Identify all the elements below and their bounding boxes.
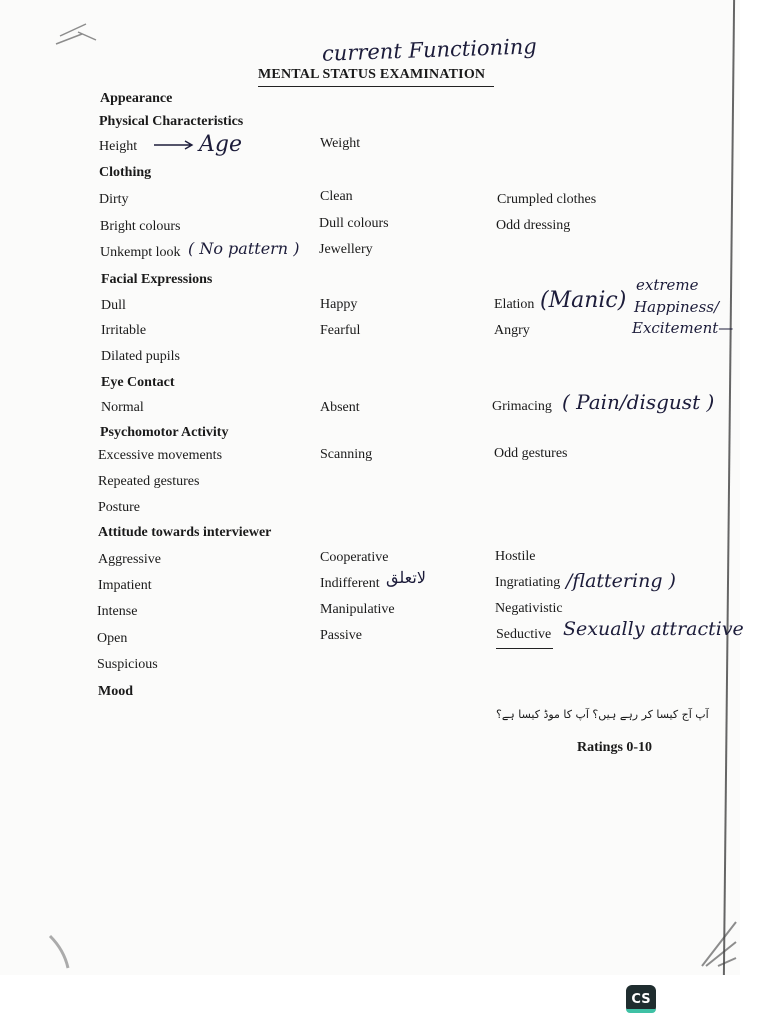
attitude-impatient: Impatient [98,578,152,593]
attitude-heading: Attitude towards interviewer [98,525,272,540]
eye-grimacing: Grimacing [492,399,552,414]
grimacing-note: ( Pain/disgust ) [562,390,715,414]
camscanner-badge: CS [626,985,656,1013]
page-edge-line [723,0,735,975]
facial-irritable: Irritable [101,323,147,338]
clothing-clean: Clean [320,189,353,204]
corner-scribble [52,14,102,54]
facial-happy: Happy [320,297,358,312]
facial-heading: Facial Expressions [101,272,213,287]
appearance-heading: Appearance [100,91,173,106]
mood-heading: Mood [98,684,133,699]
clothing-dull: Dull colours [319,216,389,231]
facial-angry: Angry [494,323,530,338]
height-note: Age [199,132,242,157]
height-label: Height [99,139,138,154]
ratings-label: Ratings 0-10 [577,740,653,755]
attitude-seductive: Seductive [496,627,552,642]
psychomotor-excessive: Excessive movements [98,448,223,463]
seductive-underline [496,648,553,649]
margin-note-2: Happiness/ [634,298,720,316]
psychomotor-posture: Posture [98,500,140,515]
attitude-negativistic: Negativistic [495,601,563,616]
attitude-hostile: Hostile [495,549,536,564]
attitude-manipulative: Manipulative [320,602,395,617]
attitude-ingratiating: Ingratiating [495,575,561,590]
clothing-jewellery: Jewellery [319,242,373,257]
psychomotor-heading: Psychomotor Activity [100,425,229,440]
eye-heading: Eye Contact [101,375,175,390]
psychomotor-odd: Odd gestures [494,446,568,461]
facial-elation: Elation [494,297,535,312]
attitude-passive: Passive [320,628,362,643]
unkempt-note: ( No pattern ) [188,239,300,258]
ingratiating-note: /flattering ) [566,570,676,592]
attitude-open: Open [97,631,128,646]
attitude-intense: Intense [97,604,138,619]
clothing-crumpled: Crumpled clothes [497,192,597,207]
bottom-right-mark [698,912,740,972]
attitude-cooperative: Cooperative [320,550,389,565]
psychomotor-scanning: Scanning [320,447,373,462]
clothing-dirty: Dirty [99,192,129,207]
clothing-unkempt: Unkempt look [100,245,181,260]
facial-dull: Dull [101,298,126,313]
clothing-bright: Bright colours [100,219,181,234]
margin-note-3: Excitement— [632,319,734,337]
bottom-left-mark [46,932,76,972]
mood-urdu-question: آپ آج کیسا کر رہے ہیں؟ آپ کا موڈ کیسا ہے؟ [496,708,709,721]
attitude-suspicious: Suspicious [97,657,158,672]
clothing-heading: Clothing [99,165,152,180]
psychomotor-repeated: Repeated gestures [98,474,200,489]
seductive-note: Sexually attractive [563,618,744,640]
weight-label: Weight [320,136,361,151]
margin-note-1: extreme [636,276,699,294]
indifferent-note: لاتعلق [386,568,426,587]
attitude-indifferent: Indifferent [320,576,380,591]
physical-heading: Physical Characteristics [99,114,244,129]
elation-note: (Manic) [540,288,627,313]
eye-absent: Absent [320,400,360,415]
title-underline [258,86,494,87]
facial-fearful: Fearful [320,323,361,338]
eye-normal: Normal [101,400,144,415]
arrow-icon [153,140,195,150]
facial-dilated: Dilated pupils [101,349,180,364]
page-title: MENTAL STATUS EXAMINATION [258,67,486,82]
handwritten-title: current Functioning [321,34,538,66]
attitude-aggressive: Aggressive [98,552,161,567]
clothing-odd: Odd dressing [496,218,571,233]
